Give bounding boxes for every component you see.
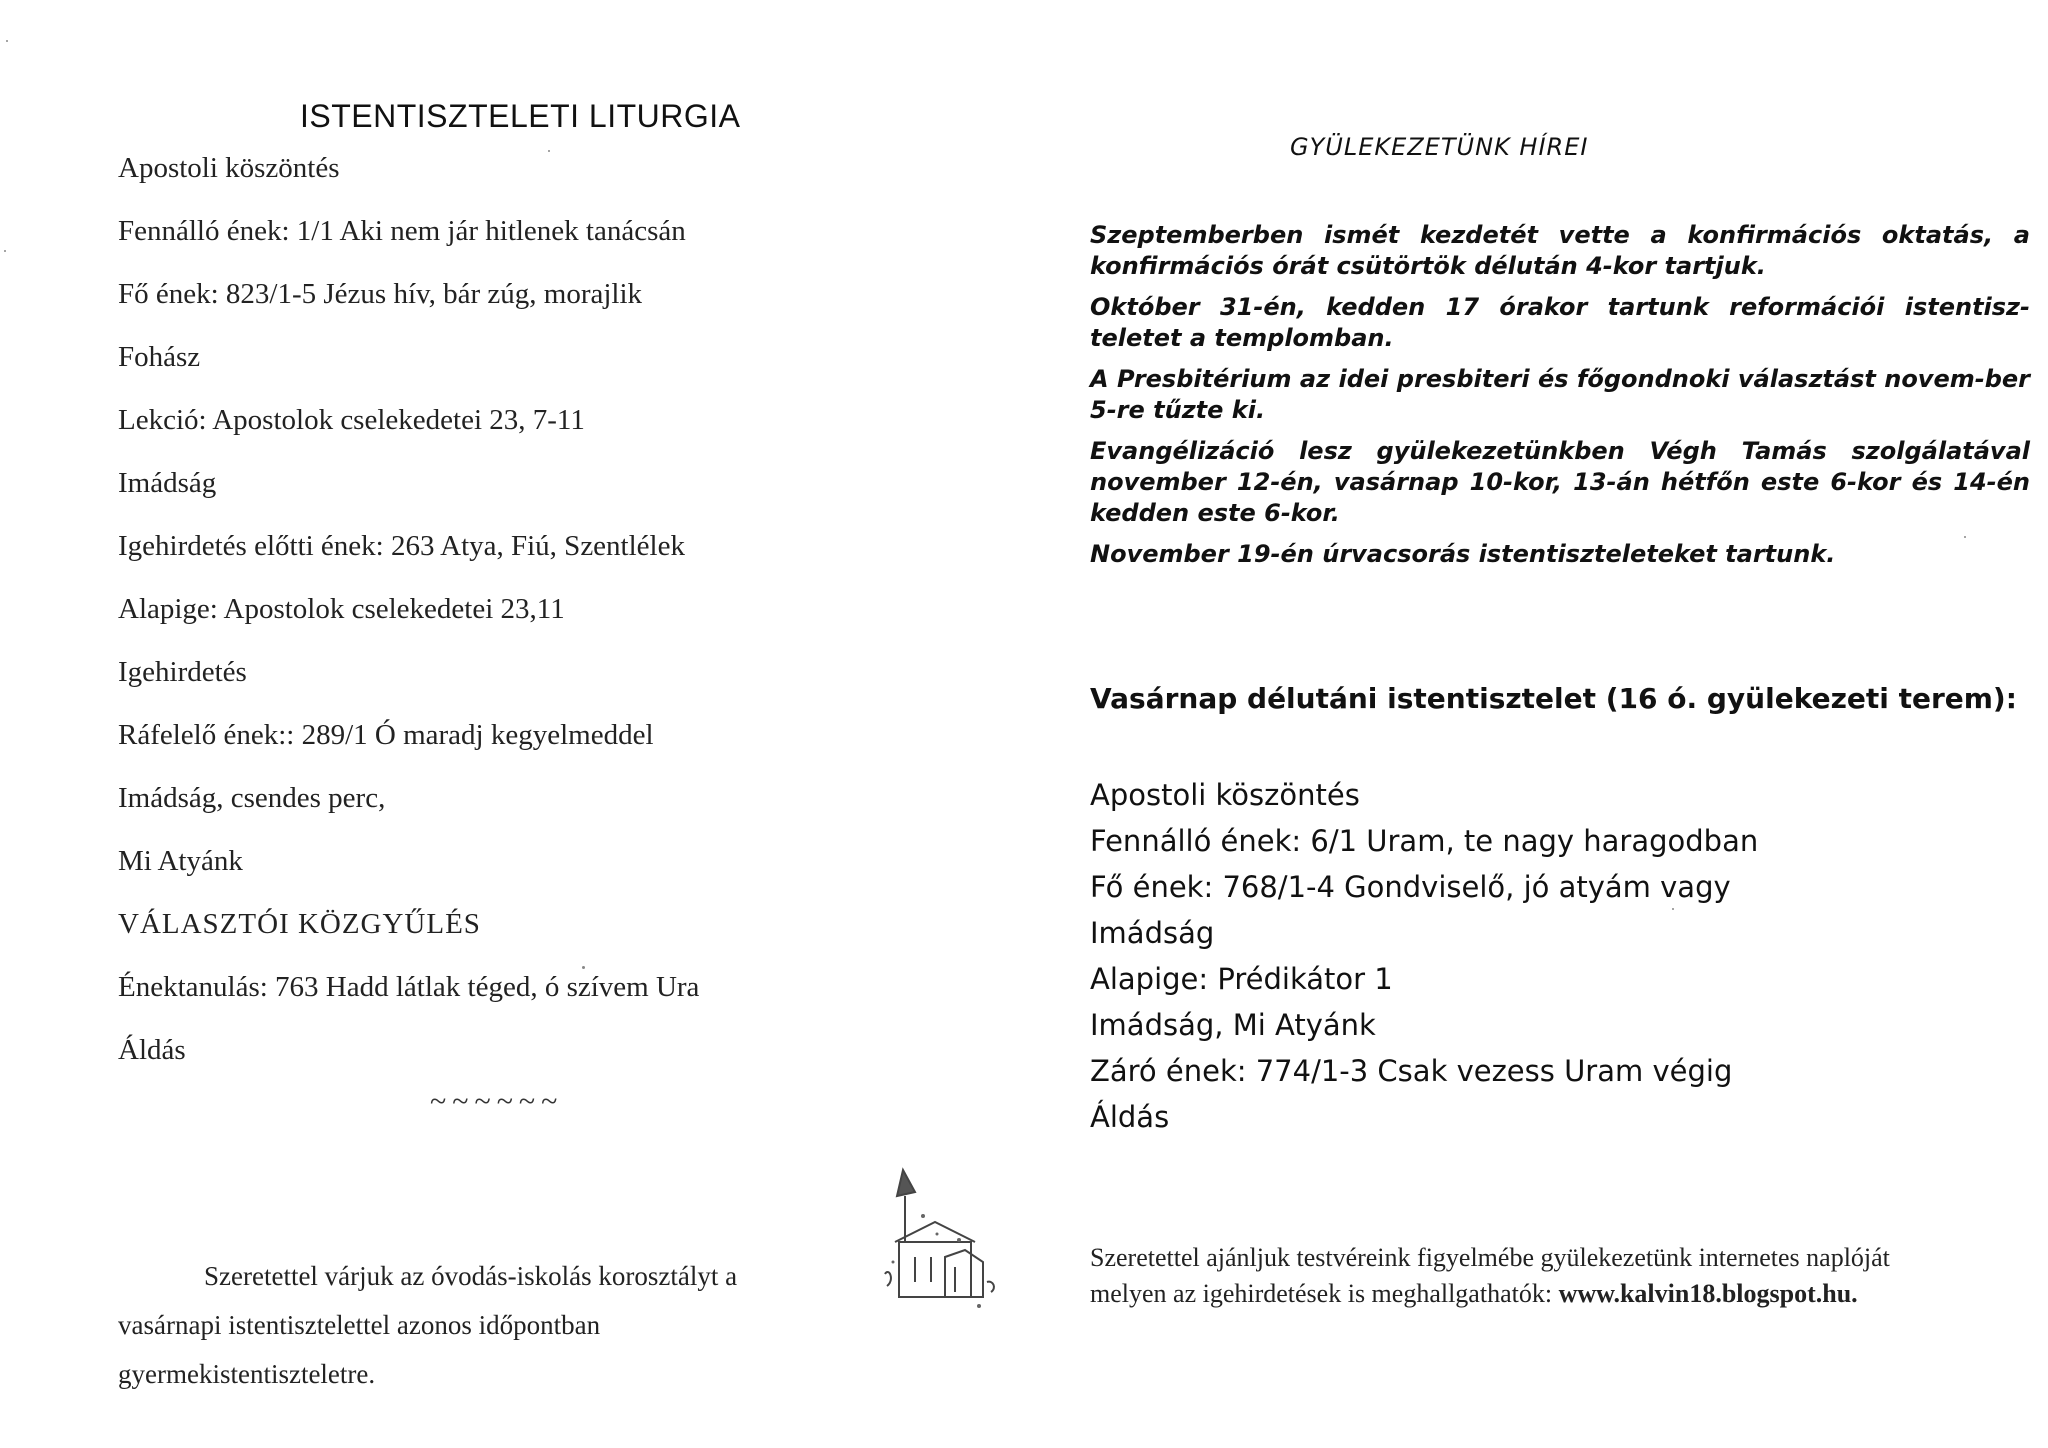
news-item: November 19-én úrvacsorás istentiszteleteket tartunk. — [1090, 540, 1836, 568]
scan-speck — [4, 250, 6, 252]
news-title: GYÜLEKEZETÜNK HÍREI — [1290, 133, 1589, 161]
liturgy-item: Igehirdetés — [118, 656, 247, 688]
scan-speck — [1964, 536, 1966, 538]
liturgy-item: Mi Atyánk — [118, 845, 243, 877]
news-item: A Presbitérium az idei presbiteri és főgondnoki választást novem-ber 5-re tűzte ki. — [1090, 365, 2030, 424]
liturgy-item: Énektanulás: 763 Hadd látlak téged, ó szívem Ura — [118, 971, 700, 1003]
church-stamp-icon — [875, 1162, 1015, 1322]
liturgy-item: Áldás — [118, 1034, 186, 1066]
scan-speck — [582, 966, 585, 969]
liturgy-item: Imádság — [118, 467, 217, 499]
liturgy-item: Fő ének: 823/1-5 Jézus hív, bár zúg, morajlik — [118, 278, 643, 310]
afternoon-item: Apostoli köszöntés — [1090, 778, 1360, 812]
liturgy-title: ISTENTISZTELETI LITURGIA — [300, 98, 741, 134]
afternoon-item: Imádság, Mi Atyánk — [1090, 1008, 1376, 1042]
afternoon-service-list — [1090, 772, 1990, 1140]
news-item: Szeptemberben ismét kezdetét vette a konfirmációs oktatás, a konfirmációs órát csütörtök délután 4-kor tartjuk. — [1090, 221, 2030, 280]
liturgy-item: Fennálló ének: 1/1 Aki nem jár hitlenek tanácsán — [118, 215, 686, 247]
recommendation-line — [1090, 1276, 2040, 1312]
liturgy-item: Imádság, csendes perc, — [118, 782, 386, 814]
liturgy-item: Apostoli köszöntés — [118, 152, 340, 184]
note-line: gyermekistentiszteletre. — [118, 1359, 376, 1389]
recommendation-text: melyen az igehirdetések is meghallgathatók: — [1090, 1279, 1559, 1308]
afternoon-item: Alapige: Prédikátor 1 — [1090, 962, 1393, 996]
afternoon-item: Áldás — [1090, 1100, 1170, 1134]
news-item: Október 31-én, kedden 17 órakor tartunk reformációi istentisz-teletet a templomban. — [1090, 293, 2030, 352]
children-service-note — [118, 1252, 888, 1399]
afternoon-item: Imádság — [1090, 916, 1215, 950]
liturgy-item: Fohász — [118, 341, 201, 373]
separator-ornament: ~~~~~~ — [430, 1085, 564, 1118]
liturgy-item: VÁLASZTÓI KÖZGYŰLÉS — [118, 908, 481, 940]
liturgy-item: Lekció: Apostolok cselekedetei 23, 7-11 — [118, 404, 585, 436]
blog-url-link[interactable]: www.kalvin18.blogspot.hu. — [1558, 1279, 1858, 1308]
news-item: Evangélizáció lesz gyülekezetünkben Végh Tamás szolgálatával november 12-én, vasárnap 10-kor, 13-án hétfőn este 6-kor és 14-én kedden este 6-kor. — [1090, 437, 2030, 527]
afternoon-item: Fő ének: 768/1-4 Gondviselő, jó atyám vagy — [1090, 870, 1731, 904]
recommendation-line: Szeretettel ajánljuk testvéreink figyelmébe gyülekezetünk internetes naplóját — [1090, 1243, 1890, 1272]
afternoon-service-title: Vasárnap délutáni istentisztelet (16 ó. gyülekezeti terem): — [1090, 682, 2017, 715]
note-line: Szeretettel várjuk az óvodás-iskolás korosztályt a — [204, 1261, 738, 1291]
scan-speck — [548, 150, 550, 152]
afternoon-item: Fennálló ének: 6/1 Uram, te nagy haragodban — [1090, 824, 1759, 858]
liturgy-item: Ráfelelő ének:: 289/1 Ó maradj kegyelmeddel — [118, 719, 654, 751]
scan-speck — [1672, 908, 1674, 910]
blog-recommendation — [1090, 1240, 2040, 1312]
liturgy-list — [118, 148, 838, 1093]
liturgy-item: Alapige: Apostolok cselekedetei 23,11 — [118, 593, 565, 625]
note-line: vasárnapi istentisztelettel azonos időpontban — [118, 1310, 601, 1340]
news-list — [1090, 220, 2030, 580]
afternoon-item: Záró ének: 774/1-3 Csak vezess Uram végig — [1090, 1054, 1733, 1088]
liturgy-item: Igehirdetés előtti ének: 263 Atya, Fiú, Szentlélek — [118, 530, 685, 562]
scan-speck — [6, 40, 8, 42]
